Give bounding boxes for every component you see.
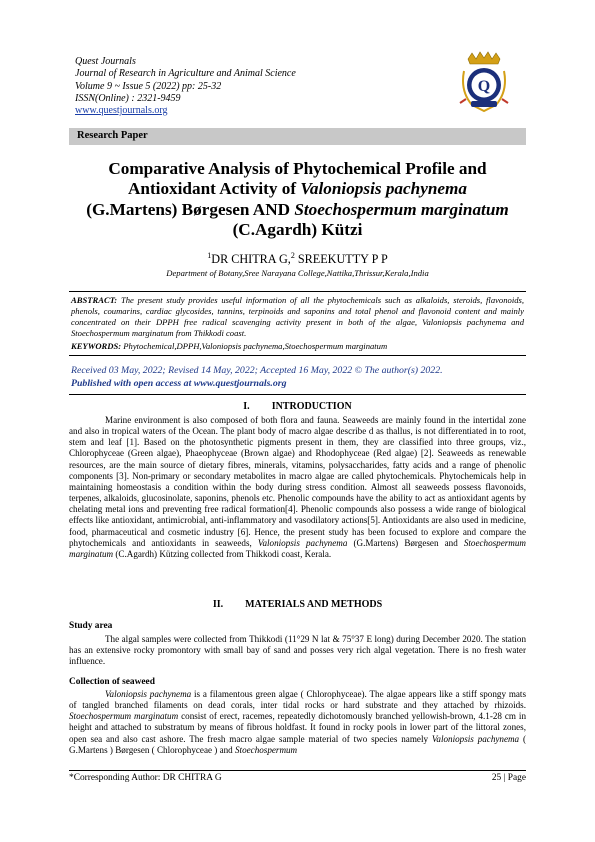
paper-title: Comparative Analysis of Phytochemical Profile and Antioxidant Activity of Valoniopsis pachynema (G.Martens) Børgesen AND Stoechospermum marginatum (C.Agardh) Kützi <box>86 159 509 239</box>
authors: $^1$DR CHITRA G,$^2$ SREEKUTTY P P <box>207 251 388 267</box>
article-type: Research Paper <box>77 130 148 141</box>
abstract-text: The present study provides useful information of all the phytochemicals such as alkaloids, steroids, flavonoids, phenols, coumarins, cardiac glycosides, tannins, terpinoids and saponins and total phenol and flavonoid content and mainly concentrated on their DPPH free radical scavenging activity present in both of the algae, Valoniopsis pachynema and Stoechospermum marginatum from Thikkodi coast. <box>71 295 524 338</box>
page-footer <box>69 773 526 783</box>
introduction-paragraph: Marine environment is also composed of both flora and fauna. Seaweeds are mainly found in the intertidal zone and also in tropical waters of the Ocean. The plant body of macro algae describe d as thallus, is not differentiated in to root, stem and leaf [1]. Based on the photosynthetic pigments present in them, they are classified into three groups, viz., Chlorophyceae (Green algae), Phaeophyceae (Brown algae) and Rhodophyceae (Red algae) [2]. Seaweeds as renewable resources, are the main source of dietary fibres, minerals, vitamins, polysaccharides, fatty acids and a range of phenolic components [3]. Non-primary or secondary metabolites in macro algae are called phytochemicals. Phytochemicals help in maintaining homeostasis a condition within the body during stress condition. Almost all seaweeds possess flavonoids, terpenes, alkaloids, glucosinolate, saponins, phenols etc. Phenolic compounds have the ability to act as antioxidant agents by chelating metal ions and preventing free radical formation[4]. Phenolic compounds also possess a wide range of biological effects like antioxidant, antimicrobial, anti-inflammatory and vasodilatory actions[5]. Antioxidants are also used in medicine, food, pharmaceutical and cosmetic industry [6]. Hence, the present study has been focused to explore and compare the phytochemicals and antioxidants in seaweeds, Valoniopsis pachynema (G.Martens) Børgesen and Stoechospermum marginatum (C.Agardh) Kützing collected from Thikkodi coast, Kerala. <box>69 415 526 559</box>
logo-letter: Q <box>477 78 491 95</box>
journal-logo <box>458 51 510 117</box>
journal-issn: ISSN(Online) : 2321-9459 <box>75 92 181 104</box>
article-type-banner <box>69 128 526 145</box>
page-number: 25 | Page <box>491 773 526 783</box>
abstract-label: ABSTRACT: <box>71 295 118 305</box>
keywords: KEYWORDS: Phytochemical,DPPH,Valoniopsis pachynema,Stoechospermum marginatum <box>71 341 388 351</box>
keywords-label: KEYWORDS: <box>71 341 122 351</box>
study-area-paragraph: The algal samples were collected from Thikkodi (11°29 N lat & 75°37 E long) during December 2020. The station has an extensive rocky promontory with small bay of sand and posses very rich algal vegetation. There is no fresh water influence. <box>69 634 526 667</box>
journal-url-link[interactable]: www.questjournals.org <box>75 105 168 117</box>
subheading-study-area: Study area <box>69 621 113 631</box>
section-heading-materials-methods: II. MATERIALS AND METHODS <box>212 599 383 610</box>
section-heading-introduction: I. INTRODUCTION <box>243 401 352 412</box>
corresponding-author: *Corresponding Author: DR CHITRA G <box>69 773 222 783</box>
journal-volume: Volume 9 ~ Issue 5 (2022) pp: 25-32 <box>75 80 222 92</box>
abstract <box>71 295 524 339</box>
footer-rule <box>69 770 526 771</box>
dates-rule <box>69 394 526 395</box>
subheading-collection: Collection of seaweed <box>69 677 155 687</box>
abstract-top-rule <box>69 291 526 292</box>
journal-header <box>75 56 296 117</box>
affiliation: Department of Botany,Sree Narayana College,Nattika,Thrissur,Kerala,India <box>166 268 429 278</box>
publication-dates: Received 03 May, 2022; Revised 14 May, 2022; Accepted 16 May, 2022 © The author(s) 2022. Published with open access at www.questjournals.org <box>71 365 443 389</box>
journal-name: Quest Journals <box>75 56 136 67</box>
collection-paragraph: Valoniopsis pachynema is a filamentous green algae ( Chlorophyceae). The algae appears like a stiff spongy mats of tangled branched filaments on dead corals, inter tidal rocks or hard substrate and they attached by rhizoids. Stoechospermum marginatum consist of erect, racemes, repeatedly dichotomously branched yellowish-brown, 4.1-28 cm in height and attached to substratum by means of fibrous holdfast. It found in rocky pools in lower part of the littoral zones, open sea and also cast ashore. The fresh macro algae sample material of two species namely Valoniopsis pachynema ( G.Martens ) Børgesen ( Chlorophyceae ) and Stoechospermum <box>69 689 527 755</box>
journal-fullname: Journal of Research in Agriculture and Animal Science <box>75 68 296 80</box>
abstract-bottom-rule <box>69 355 526 356</box>
